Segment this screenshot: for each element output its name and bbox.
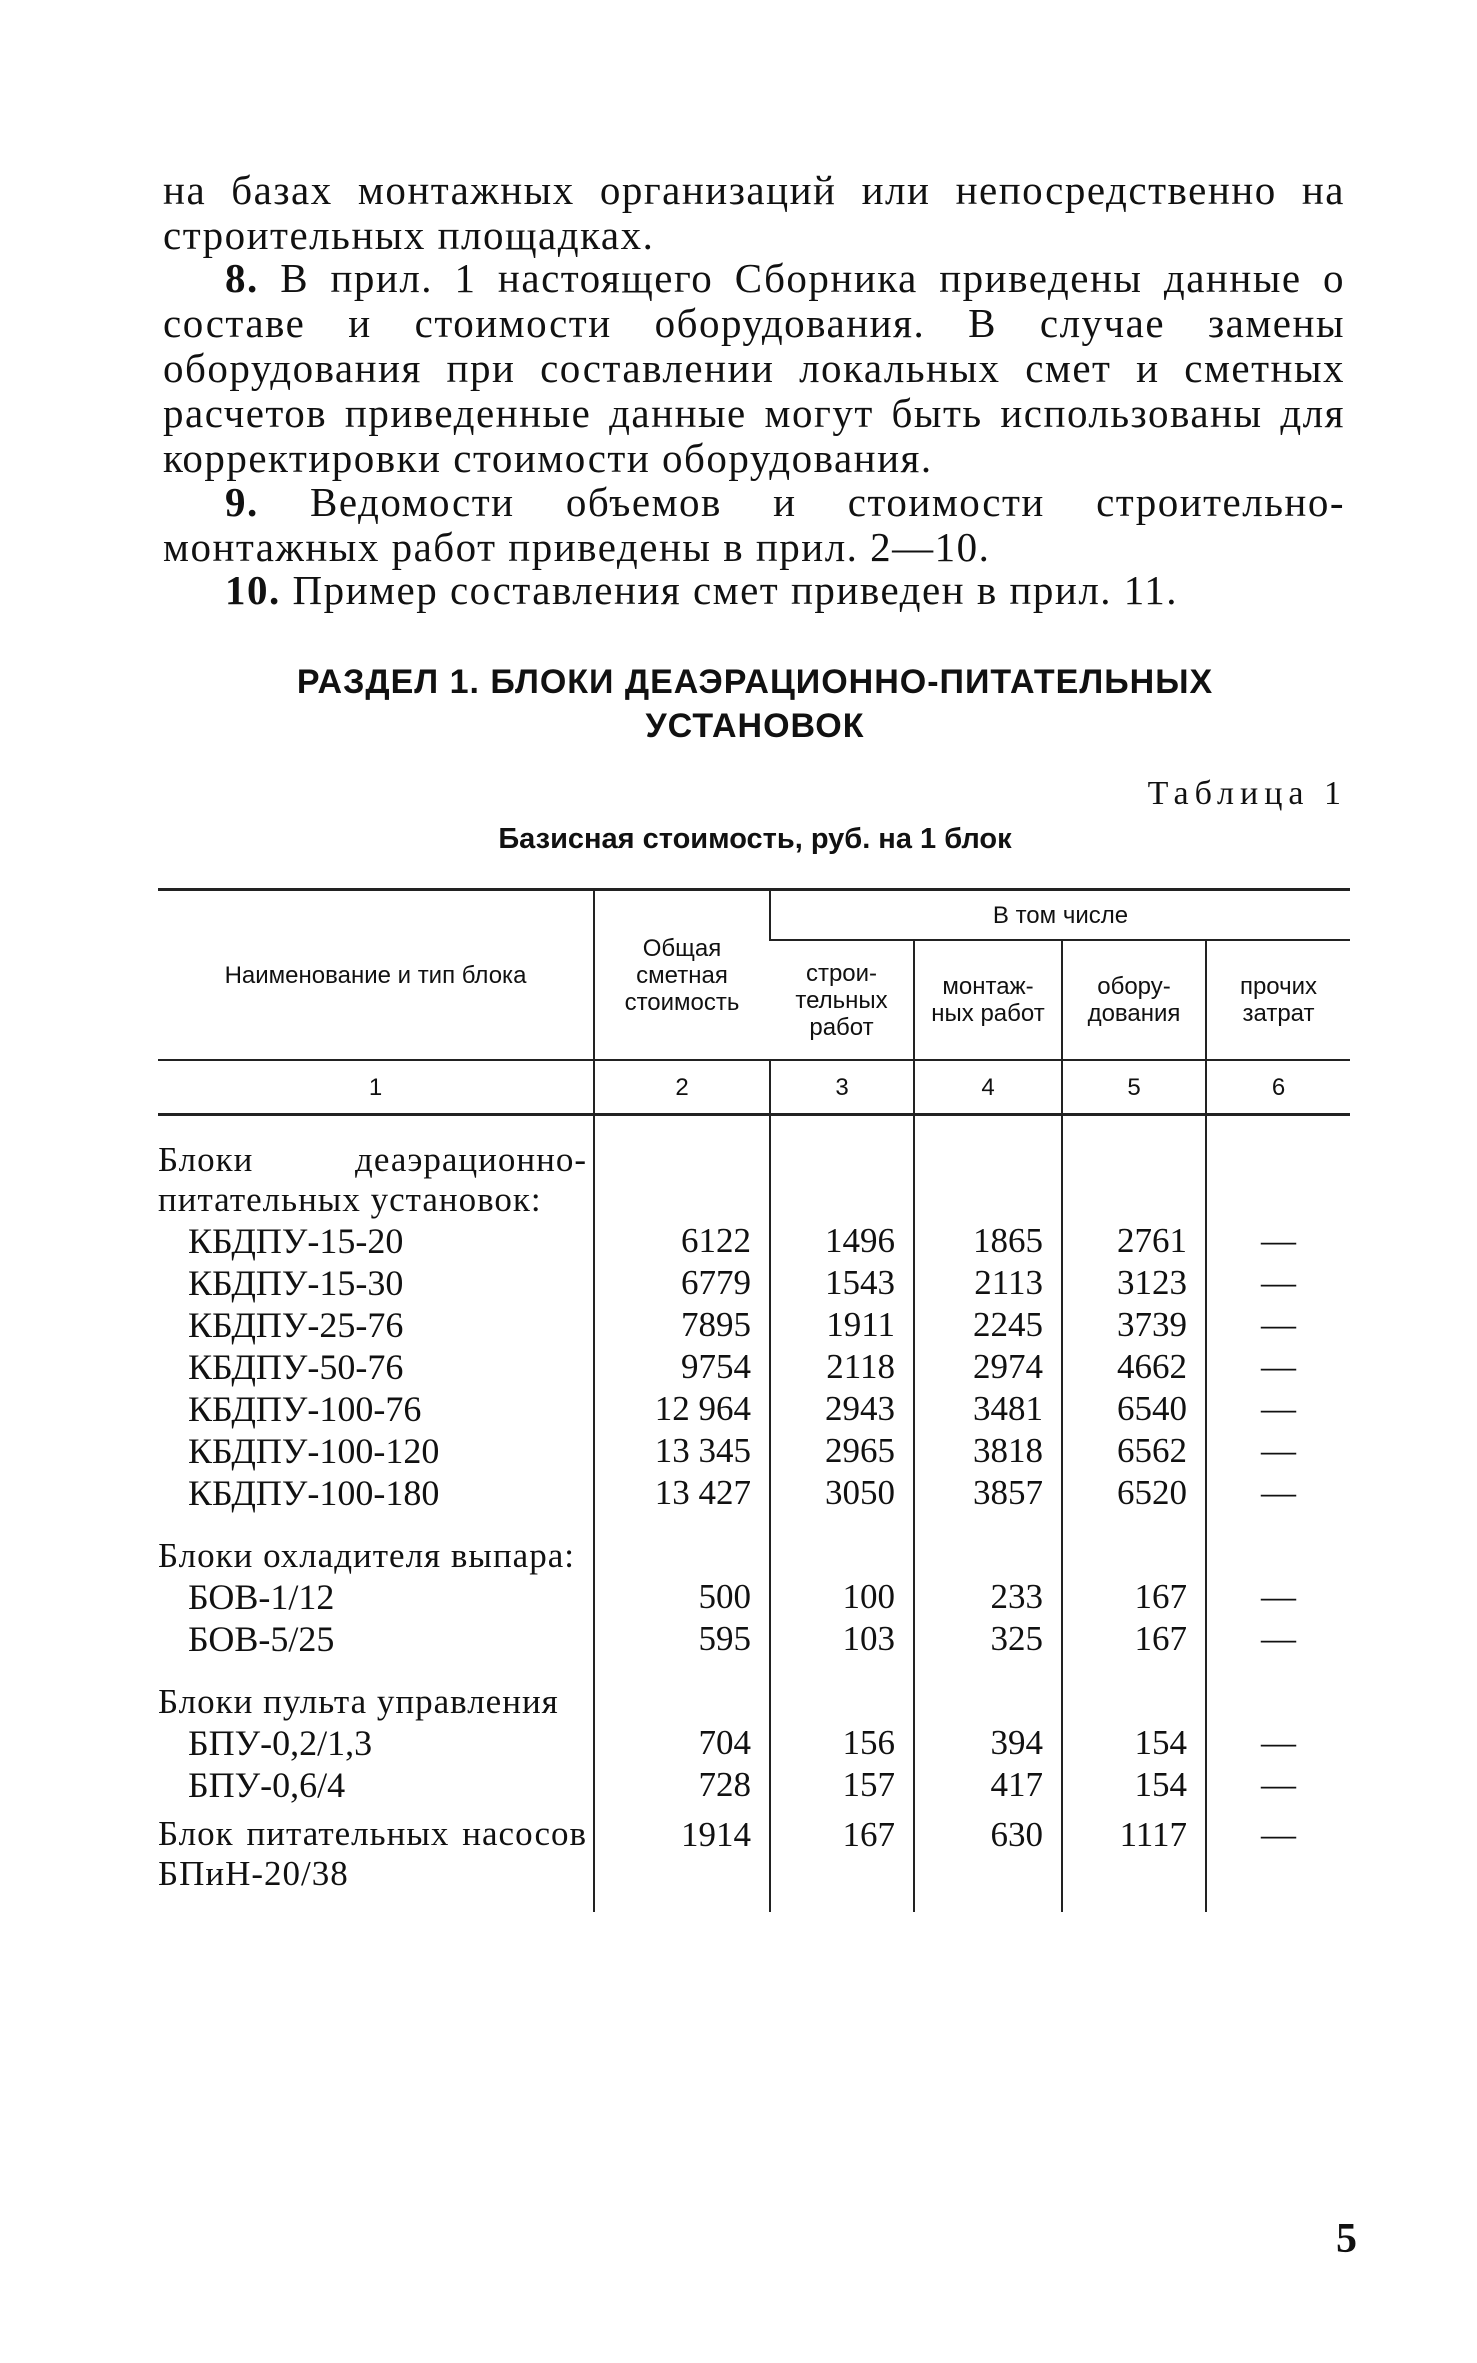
spacer-cell bbox=[158, 1806, 594, 1814]
item-name bbox=[158, 1722, 594, 1764]
spacer-cell bbox=[914, 1115, 1062, 1141]
header-installation: монтаж- ных работ bbox=[914, 940, 1062, 1060]
paragraph-9: 9. Ведомости объемов и стоимости строительно-монтажных работ приведены в прил. 2—10. bbox=[163, 479, 1346, 570]
spacer-cell bbox=[914, 1894, 1062, 1912]
cell-installation: 630 bbox=[914, 1814, 1062, 1894]
cell-equipment: 154 bbox=[1062, 1722, 1206, 1764]
empty-cell bbox=[770, 1682, 914, 1722]
spacer-cell bbox=[914, 1514, 1062, 1536]
paragraph-continuation: на базах монтажных организаций или непосредственно на строительных площадках. bbox=[163, 167, 1345, 258]
table-row bbox=[158, 1346, 1350, 1388]
cell-other: — bbox=[1206, 1764, 1350, 1806]
empty-cell bbox=[914, 1140, 1062, 1220]
header-name: Наименование и тип блока bbox=[158, 890, 594, 1061]
cell-total: 728 bbox=[594, 1764, 770, 1806]
table-label: Таблица 1 bbox=[1147, 775, 1347, 812]
spacer-cell bbox=[1062, 1514, 1206, 1536]
column-number: 2 bbox=[594, 1060, 770, 1115]
cell-other: — bbox=[1206, 1722, 1350, 1764]
cell-construction: 167 bbox=[770, 1814, 914, 1894]
item-name-text: БПУ-0,2/1,3 bbox=[188, 1723, 373, 1763]
cell-installation: 3857 bbox=[914, 1472, 1062, 1514]
cell-total: 500 bbox=[594, 1576, 770, 1618]
cell-equipment: 3739 bbox=[1062, 1304, 1206, 1346]
cell-installation: 2245 bbox=[914, 1304, 1062, 1346]
cell-total: 595 bbox=[594, 1618, 770, 1660]
item-name bbox=[158, 1304, 594, 1346]
spacer-cell bbox=[1206, 1115, 1350, 1141]
spacer-cell bbox=[1206, 1806, 1350, 1814]
cell-installation: 233 bbox=[914, 1576, 1062, 1618]
header-including: В том числе bbox=[770, 890, 1350, 941]
spacer-cell bbox=[594, 1806, 770, 1814]
empty-cell bbox=[914, 1682, 1062, 1722]
group-name bbox=[158, 1536, 594, 1576]
cell-equipment: 167 bbox=[1062, 1618, 1206, 1660]
cell-construction: 2965 bbox=[770, 1430, 914, 1472]
spacer-row bbox=[158, 1660, 1350, 1682]
cell-installation: 3481 bbox=[914, 1388, 1062, 1430]
column-number: 1 bbox=[158, 1060, 594, 1115]
cell-total: 12 964 bbox=[594, 1388, 770, 1430]
cell-equipment: 167 bbox=[1062, 1576, 1206, 1618]
spacer-cell bbox=[770, 1806, 914, 1814]
cell-construction: 1911 bbox=[770, 1304, 914, 1346]
cost-table bbox=[158, 888, 1350, 1912]
item-name bbox=[158, 1388, 594, 1430]
header-equipment: обору- дования bbox=[1062, 940, 1206, 1060]
cell-other: — bbox=[1206, 1304, 1350, 1346]
item-name bbox=[158, 1220, 594, 1262]
column-number: 3 bbox=[770, 1060, 914, 1115]
table-row bbox=[158, 1304, 1350, 1346]
table-row bbox=[158, 1722, 1350, 1764]
cell-other: — bbox=[1206, 1388, 1350, 1430]
column-number: 4 bbox=[914, 1060, 1062, 1115]
item-name-text: КБДПУ-25-76 bbox=[188, 1305, 404, 1345]
item-name-text: КБДПУ-100-120 bbox=[188, 1431, 440, 1471]
item-name bbox=[158, 1814, 594, 1894]
table-row bbox=[158, 1618, 1350, 1660]
spacer-cell bbox=[1062, 1115, 1206, 1141]
group-name bbox=[158, 1682, 594, 1722]
empty-cell bbox=[1062, 1682, 1206, 1722]
cell-other: — bbox=[1206, 1576, 1350, 1618]
item-name bbox=[158, 1764, 594, 1806]
cell-installation: 1865 bbox=[914, 1220, 1062, 1262]
table-row bbox=[158, 1388, 1350, 1430]
cell-construction: 3050 bbox=[770, 1472, 914, 1514]
spacer-cell bbox=[770, 1660, 914, 1682]
item-name bbox=[158, 1576, 594, 1618]
header-total: Общая сметная стоимость bbox=[594, 890, 770, 1061]
group-name-text: Блоки охладителя выпара: bbox=[158, 1536, 575, 1575]
cell-equipment: 4662 bbox=[1062, 1346, 1206, 1388]
section-title-line-1: РАЗДЕЛ 1. БЛОКИ ДЕАЭРАЦИОННО-ПИТАТЕЛЬНЫХ bbox=[296, 663, 1214, 701]
cell-total: 7895 bbox=[594, 1304, 770, 1346]
item-name-text: КБДПУ-15-30 bbox=[188, 1263, 404, 1303]
cell-other: — bbox=[1206, 1346, 1350, 1388]
cell-other: — bbox=[1206, 1220, 1350, 1262]
spacer-cell bbox=[158, 1514, 594, 1536]
column-number: 6 bbox=[1206, 1060, 1350, 1115]
group-name-text: Блоки пульта управления bbox=[158, 1682, 559, 1721]
cell-equipment: 6562 bbox=[1062, 1430, 1206, 1472]
cell-equipment: 6520 bbox=[1062, 1472, 1206, 1514]
item-name bbox=[158, 1472, 594, 1514]
item-name bbox=[158, 1618, 594, 1660]
spacer-row bbox=[158, 1806, 1350, 1814]
table-row bbox=[158, 1472, 1350, 1514]
table-row bbox=[158, 1220, 1350, 1262]
cell-total: 6122 bbox=[594, 1220, 770, 1262]
paragraph-10: 10. Пример составления смет приведен в прил. 11. bbox=[225, 567, 1179, 613]
empty-cell bbox=[1206, 1140, 1350, 1220]
spacer-row bbox=[158, 1514, 1350, 1536]
empty-cell bbox=[914, 1536, 1062, 1576]
item-name-text: КБДПУ-15-20 bbox=[188, 1221, 404, 1261]
cell-total: 13 427 bbox=[594, 1472, 770, 1514]
item-name-text: БОВ-1/12 bbox=[188, 1577, 335, 1617]
empty-cell bbox=[1206, 1536, 1350, 1576]
spacer-cell bbox=[914, 1806, 1062, 1814]
empty-cell bbox=[770, 1140, 914, 1220]
header-other: прочих затрат bbox=[1206, 940, 1350, 1060]
cell-construction: 100 bbox=[770, 1576, 914, 1618]
spacer-cell bbox=[1206, 1514, 1350, 1536]
cell-equipment: 1117 bbox=[1062, 1814, 1206, 1894]
empty-cell bbox=[594, 1140, 770, 1220]
table-row bbox=[158, 1576, 1350, 1618]
group-row bbox=[158, 1140, 1350, 1220]
column-number: 5 bbox=[1062, 1060, 1206, 1115]
cell-construction: 156 bbox=[770, 1722, 914, 1764]
cell-installation: 3818 bbox=[914, 1430, 1062, 1472]
cell-construction: 2118 bbox=[770, 1346, 914, 1388]
spacer-cell bbox=[1206, 1660, 1350, 1682]
paragraph-8: 8. В прил. 1 настоящего Сборника приведены данные о составе и стоимости оборудования. В случае замены оборудования при составлении локальных смет и сметных расчетов приведенные данные могут быть использованы для корректировки стоимости оборудования. bbox=[163, 255, 1345, 481]
spacer-cell bbox=[770, 1514, 914, 1536]
item-name-text: КБДПУ-100-180 bbox=[188, 1473, 440, 1513]
empty-cell bbox=[1062, 1536, 1206, 1576]
cell-construction: 1543 bbox=[770, 1262, 914, 1304]
section-title-line-2: УСТАНОВОК bbox=[645, 707, 865, 745]
group-name-text: Блоки деаэрационно-питательных установок: bbox=[158, 1140, 587, 1219]
spacer-cell bbox=[1062, 1660, 1206, 1682]
cell-construction: 2943 bbox=[770, 1388, 914, 1430]
table-body bbox=[158, 1115, 1350, 1913]
spacer-cell bbox=[594, 1894, 770, 1912]
item-name bbox=[158, 1262, 594, 1304]
item-name-text: КБДПУ-100-76 bbox=[188, 1389, 422, 1429]
spacer-cell bbox=[158, 1894, 594, 1912]
item-name-text: БПУ-0,6/4 bbox=[188, 1765, 346, 1805]
item-name-text: БОВ-5/25 bbox=[188, 1619, 335, 1659]
cell-other: — bbox=[1206, 1262, 1350, 1304]
empty-cell bbox=[770, 1536, 914, 1576]
cell-equipment: 3123 bbox=[1062, 1262, 1206, 1304]
table-row bbox=[158, 1764, 1350, 1806]
spacer-cell bbox=[1062, 1806, 1206, 1814]
section-title bbox=[160, 660, 1350, 748]
spacer-cell bbox=[594, 1514, 770, 1536]
cell-equipment: 6540 bbox=[1062, 1388, 1206, 1430]
spacer-cell bbox=[914, 1660, 1062, 1682]
table-row bbox=[158, 1262, 1350, 1304]
spacer-cell bbox=[594, 1115, 770, 1141]
group-row bbox=[158, 1682, 1350, 1722]
header-construction: строи- тельных работ bbox=[795, 959, 888, 1041]
cell-total: 704 bbox=[594, 1722, 770, 1764]
cell-construction: 103 bbox=[770, 1618, 914, 1660]
spacer-cell bbox=[770, 1894, 914, 1912]
spacer-cell bbox=[1206, 1894, 1350, 1912]
cell-other: — bbox=[1206, 1814, 1350, 1894]
table-row bbox=[158, 1430, 1350, 1472]
table-caption: Базисная стоимость, руб. на 1 блок bbox=[498, 823, 1012, 855]
item-name bbox=[158, 1346, 594, 1388]
group-row bbox=[158, 1536, 1350, 1576]
cell-other: — bbox=[1206, 1430, 1350, 1472]
empty-cell bbox=[1206, 1682, 1350, 1722]
cell-total: 1914 bbox=[594, 1814, 770, 1894]
cell-installation: 417 bbox=[914, 1764, 1062, 1806]
cell-equipment: 154 bbox=[1062, 1764, 1206, 1806]
cell-installation: 2974 bbox=[914, 1346, 1062, 1388]
cell-installation: 394 bbox=[914, 1722, 1062, 1764]
item-name-text: КБДПУ-50-76 bbox=[188, 1347, 404, 1387]
spacer-row bbox=[158, 1115, 1350, 1141]
cell-equipment: 2761 bbox=[1062, 1220, 1206, 1262]
cell-installation: 2113 bbox=[914, 1262, 1062, 1304]
spacer-cell bbox=[770, 1115, 914, 1141]
cell-installation: 325 bbox=[914, 1618, 1062, 1660]
table-row bbox=[158, 1814, 1350, 1894]
cell-construction: 157 bbox=[770, 1764, 914, 1806]
spacer-row bbox=[158, 1894, 1350, 1912]
cell-total: 13 345 bbox=[594, 1430, 770, 1472]
cell-construction: 1496 bbox=[770, 1220, 914, 1262]
spacer-cell bbox=[158, 1115, 594, 1141]
cell-total: 6779 bbox=[594, 1262, 770, 1304]
empty-cell bbox=[594, 1536, 770, 1576]
spacer-cell bbox=[158, 1660, 594, 1682]
empty-cell bbox=[594, 1682, 770, 1722]
group-name bbox=[158, 1140, 594, 1220]
cell-other: — bbox=[1206, 1618, 1350, 1660]
item-name bbox=[158, 1430, 594, 1472]
item-name-text: Блок питательных насосов БПиН-20/38 bbox=[158, 1814, 587, 1893]
page-number: 5 bbox=[1336, 2216, 1357, 2262]
spacer-cell bbox=[1062, 1894, 1206, 1912]
cell-total: 9754 bbox=[594, 1346, 770, 1388]
empty-cell bbox=[1062, 1140, 1206, 1220]
cell-other: — bbox=[1206, 1472, 1350, 1514]
spacer-cell bbox=[594, 1660, 770, 1682]
